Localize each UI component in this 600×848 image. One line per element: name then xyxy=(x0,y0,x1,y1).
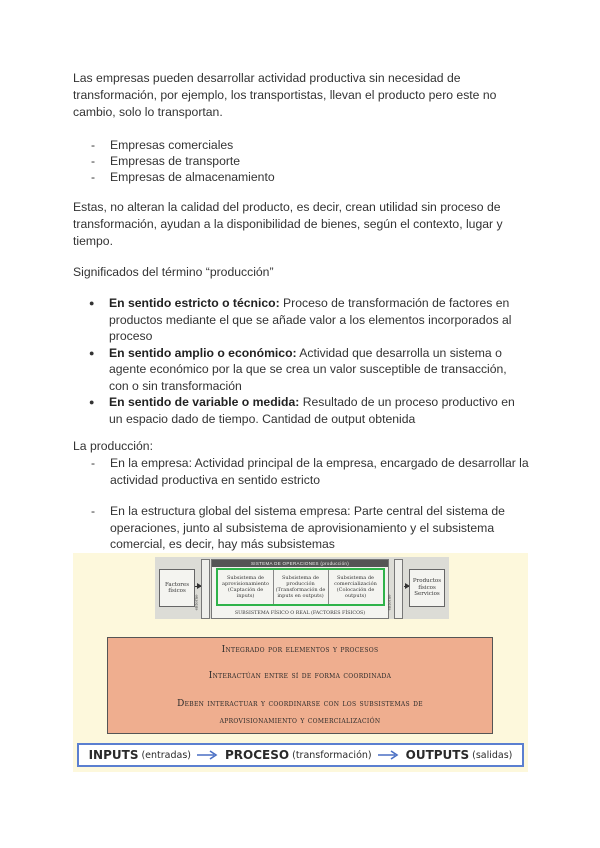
right-arrow-icon xyxy=(197,750,219,760)
meaning-term: En sentido de variable o medida: xyxy=(109,395,300,409)
production-list xyxy=(73,455,533,488)
characteristic-line: Deben interactuar y coordinarse con los subsistemas de xyxy=(177,699,423,709)
list-item xyxy=(73,394,528,427)
meaning-term: En sentido amplio o económico: xyxy=(109,345,297,360)
list-item: - En la estructura global del sistema empresa: Parte central del sistema de operaciones, junto al subsistema de aprovisionamiento y el subsistema comercial, es decir, hay más subsistemas xyxy=(73,503,533,553)
list-item xyxy=(73,295,528,345)
list-item: - Empresas comerciales xyxy=(73,137,533,153)
meaning-text: Resultado de un proceso productivo en un espacio dado de tiempo. Cantidad de output obtenida xyxy=(109,395,515,426)
meaning-text: Proceso de transformación de factores en productos mediante el que se añade valor a los elementos incorporados al proceso xyxy=(109,296,512,343)
characteristic-line: Integrado por elementos y procesos xyxy=(221,645,379,655)
input-process-output-bar xyxy=(77,743,524,767)
list-item: - En la empresa: Actividad principal de la empresa, encargado de desarrollar la actividad productiva en sentido estricto xyxy=(73,455,533,488)
company-types-list xyxy=(73,137,533,185)
output-products-box: Productos físicos Servicios xyxy=(409,569,445,607)
meaning-text: Actividad que desarrolla un sistema o agente económico por la que se crea un valor susceptible de transacción, con o sin transformación xyxy=(109,345,507,393)
operations-system-box xyxy=(211,559,389,619)
physical-subsystem-label: SUBSISTEMA FÍSICO O REAL (FACTORES FÍSICOS) xyxy=(234,611,366,616)
production-subsystem: Subsistema de producción (Transformación de inputs en outputs) xyxy=(275,575,326,599)
subsystems-group xyxy=(216,568,385,606)
characteristic-line: aprovisionamiento y comercialización xyxy=(219,716,381,726)
input-factors-box: Factores físicos xyxy=(159,569,195,607)
inputs-label: INPUTS xyxy=(88,748,139,762)
paragraph-utility: Estas, no alteran la calidad del producto, es decir, crean utilidad sin proceso de transformación, ayudan a la disponibilidad de bienes, según el contexto, lugar y tiempo. xyxy=(73,200,503,248)
process-note: (transformación) xyxy=(292,749,372,761)
process-label: PROCESO xyxy=(225,748,290,762)
production-heading: La producción: xyxy=(73,439,153,453)
production-list-2 xyxy=(73,503,533,553)
characteristics-box xyxy=(107,637,493,734)
list-item: - Empresas de almacenamiento xyxy=(73,169,533,185)
inputs-note: (entradas) xyxy=(141,749,192,761)
environment-bar-right: entorno xyxy=(394,559,403,619)
list-item: - Empresas de transporte xyxy=(73,153,533,169)
list-item xyxy=(73,345,528,395)
right-arrow-icon xyxy=(378,750,400,760)
meanings-list xyxy=(73,295,528,427)
characteristic-line: Interactúan entre sí de forma coordinada xyxy=(208,671,392,681)
outputs-label: OUTPUTS xyxy=(405,748,470,762)
supply-subsystem: Subsistema de aprovisionamiento (Captación de inputs) xyxy=(222,575,269,599)
production-figure xyxy=(73,553,528,772)
outputs-note: (salidas) xyxy=(472,749,513,761)
meanings-heading: Significados del término “producción” xyxy=(73,265,274,279)
operations-system-diagram xyxy=(155,557,449,619)
commercial-subsystem: Subsistema de comercialización (Colocación de outputs) xyxy=(334,575,377,599)
environment-bar-left: entorno xyxy=(201,559,210,619)
operations-system-title: SISTEMA DE OPERACIONES (producción) xyxy=(212,560,388,567)
paragraph-intro: Las empresas pueden desarrollar actividad productiva sin necesidad de transformación, por ejemplo, los transportistas, llevan el producto pero este no cambio, solo lo transportan. xyxy=(73,71,497,119)
meaning-term: En sentido estricto o técnico: xyxy=(109,296,280,310)
